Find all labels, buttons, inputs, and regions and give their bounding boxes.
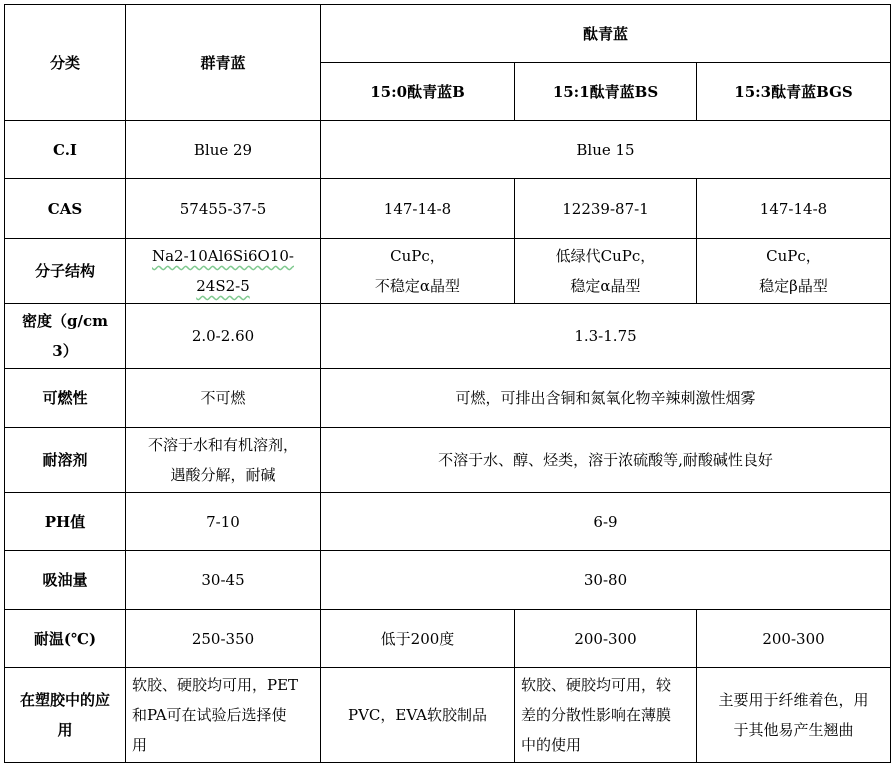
header-category: 分类 [5, 5, 126, 121]
cell-ultramarine: 软胶、硬胶均可用，PET 和PA可在试验后选择使 用 [126, 668, 321, 763]
pigment-comparison-table [4, 4, 891, 763]
cell-15-0: 低于200度 [321, 610, 515, 668]
cell-15-3: 主要用于纤维着色，用 于其他易产生翘曲 [697, 668, 891, 763]
row-structure [5, 239, 891, 304]
row-solvent [5, 428, 891, 493]
cell-ultramarine: 250-350 [126, 610, 321, 668]
cell-15-3: 200-300 [697, 610, 891, 668]
header-15-3: 15:3酞青蓝BGS [697, 63, 891, 121]
header-phthalocyanine: 酞青蓝 [321, 5, 891, 63]
row-label: 在塑胶中的应 用 [5, 668, 126, 763]
cell-phthalocyanine: 可燃，可排出含铜和氮氧化物辛辣刺激性烟雾 [321, 369, 891, 428]
cell-ultramarine: 30-45 [126, 551, 321, 610]
row-ph [5, 493, 891, 551]
row-label: 耐温(℃) [5, 610, 126, 668]
cell-phthalocyanine: 1.3-1.75 [321, 304, 891, 369]
cell-ultramarine: 不溶于水和有机溶剂， 遇酸分解，耐碱 [126, 428, 321, 493]
row-oil-absorption [5, 551, 891, 610]
row-label: 耐溶剂 [5, 428, 126, 493]
row-cas [5, 179, 891, 239]
cell-15-1: 200-300 [515, 610, 697, 668]
row-plastic-application [5, 668, 891, 763]
cell-ultramarine: 57455-37-5 [126, 179, 321, 239]
header-15-0: 15:0酞青蓝B [321, 63, 515, 121]
row-label: 吸油量 [5, 551, 126, 610]
cell-ultramarine: Blue 29 [126, 121, 321, 179]
header-15-1: 15:1酞青蓝BS [515, 63, 697, 121]
cell-15-0: PVC，EVA软胶制品 [321, 668, 515, 763]
cell-15-1: 低绿代CuPc， 稳定α晶型 [515, 239, 697, 304]
row-label: 分子结构 [5, 239, 126, 304]
row-heat [5, 610, 891, 668]
row-label: CAS [5, 179, 126, 239]
row-label: PH值 [5, 493, 126, 551]
row-flammability [5, 369, 891, 428]
row-density [5, 304, 891, 369]
cell-15-3: CuPc， 稳定β晶型 [697, 239, 891, 304]
cell-15-1: 软胶、硬胶均可用，较 差的分散性影响在薄膜 中的使用 [515, 668, 697, 763]
cell-15-3: 147-14-8 [697, 179, 891, 239]
cell-phthalocyanine: 6-9 [321, 493, 891, 551]
cell-phthalocyanine: Blue 15 [321, 121, 891, 179]
cell-15-1: 12239-87-1 [515, 179, 697, 239]
row-label: 密度（g/cm 3） [5, 304, 126, 369]
cell-ultramarine: Na2-10Al6Si6O10-24S2-5 [126, 239, 321, 304]
row-label: 可燃性 [5, 369, 126, 428]
cell-phthalocyanine: 不溶于水、醇、烃类，溶于浓硫酸等,耐酸碱性良好 [321, 428, 891, 493]
cell-15-0: CuPc， 不稳定α晶型 [321, 239, 515, 304]
row-ci [5, 121, 891, 179]
header-ultramarine: 群青蓝 [126, 5, 321, 121]
cell-ultramarine: 2.0-2.60 [126, 304, 321, 369]
cell-phthalocyanine: 30-80 [321, 551, 891, 610]
cell-ultramarine: 7-10 [126, 493, 321, 551]
row-label: C.I [5, 121, 126, 179]
cell-ultramarine: 不可燃 [126, 369, 321, 428]
cell-15-0: 147-14-8 [321, 179, 515, 239]
